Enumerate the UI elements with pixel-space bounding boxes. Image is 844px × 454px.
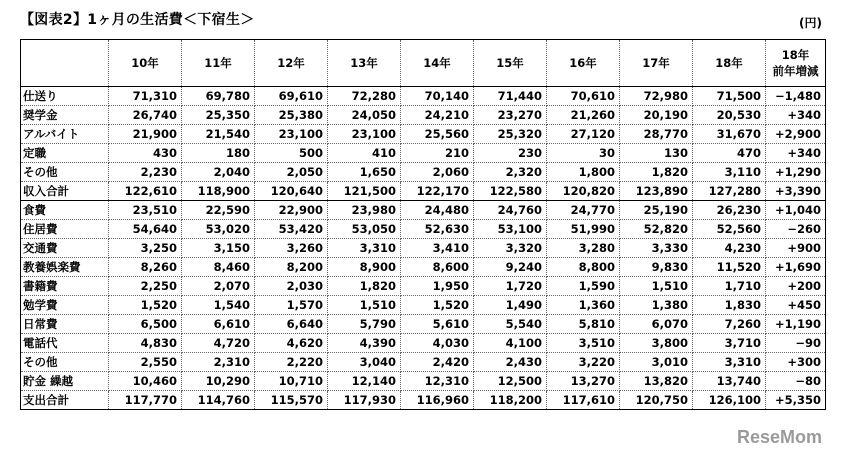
- header-year-cell: 10年: [109, 40, 182, 87]
- table-row: [21, 163, 826, 182]
- value-cell: 52,630: [401, 220, 474, 239]
- value-cell: 70,610: [547, 87, 620, 106]
- value-cell: 117,770: [109, 391, 182, 410]
- row-label: 勉学費: [21, 296, 109, 315]
- value-cell: 31,670: [693, 125, 766, 144]
- value-cell: 118,900: [182, 182, 255, 201]
- value-cell: 1,710: [693, 277, 766, 296]
- watermark-logo: ReseMom: [736, 427, 822, 447]
- table-row: [21, 239, 826, 258]
- value-cell: 1,650: [328, 163, 401, 182]
- value-cell: 3,330: [620, 239, 693, 258]
- value-cell: 115,570: [255, 391, 328, 410]
- header-blank-cell: [21, 40, 109, 87]
- value-cell: 3,310: [693, 353, 766, 372]
- value-cell: 4,390: [328, 334, 401, 353]
- value-cell: 1,820: [620, 163, 693, 182]
- value-cell: 12,310: [401, 372, 474, 391]
- value-cell: 3,150: [182, 239, 255, 258]
- value-cell: 6,500: [109, 315, 182, 334]
- value-cell: 5,610: [401, 315, 474, 334]
- header-diff-line1: 18年: [781, 48, 810, 62]
- value-cell: 8,900: [328, 258, 401, 277]
- diff-cell: +900: [766, 239, 826, 258]
- value-cell: 1,520: [401, 296, 474, 315]
- value-cell: 1,570: [255, 296, 328, 315]
- row-label: アルバイト: [21, 125, 109, 144]
- value-cell: 1,950: [401, 277, 474, 296]
- value-cell: 1,360: [547, 296, 620, 315]
- value-cell: 3,410: [401, 239, 474, 258]
- value-cell: 3,010: [620, 353, 693, 372]
- value-cell: 123,890: [620, 182, 693, 201]
- diff-cell: +340: [766, 144, 826, 163]
- value-cell: 3,800: [620, 334, 693, 353]
- value-cell: 30: [547, 144, 620, 163]
- row-label: 支出合計: [21, 391, 109, 410]
- value-cell: 2,430: [474, 353, 547, 372]
- value-cell: 22,590: [182, 201, 255, 220]
- value-cell: 2,250: [109, 277, 182, 296]
- value-cell: 4,720: [182, 334, 255, 353]
- value-cell: 2,420: [401, 353, 474, 372]
- value-cell: 8,800: [547, 258, 620, 277]
- value-cell: 6,070: [620, 315, 693, 334]
- table-row: [21, 106, 826, 125]
- value-cell: 28,770: [620, 125, 693, 144]
- value-cell: 1,800: [547, 163, 620, 182]
- value-cell: 4,830: [109, 334, 182, 353]
- row-label: 書籍費: [21, 277, 109, 296]
- value-cell: 6,640: [255, 315, 328, 334]
- value-cell: 3,220: [547, 353, 620, 372]
- header-diff-line2: 前年増減: [772, 64, 819, 78]
- table-row: [21, 201, 826, 220]
- value-cell: 8,260: [109, 258, 182, 277]
- value-cell: 23,510: [109, 201, 182, 220]
- value-cell: 1,510: [328, 296, 401, 315]
- header-diff-cell: [766, 40, 826, 87]
- value-cell: 26,740: [109, 106, 182, 125]
- value-cell: 23,100: [328, 125, 401, 144]
- header-year-cell: 13年: [328, 40, 401, 87]
- value-cell: 53,050: [328, 220, 401, 239]
- value-cell: 1,520: [109, 296, 182, 315]
- row-label: 教養娯楽費: [21, 258, 109, 277]
- row-label: 交通費: [21, 239, 109, 258]
- diff-cell: −90: [766, 334, 826, 353]
- value-cell: 122,170: [401, 182, 474, 201]
- diff-cell: −1,480: [766, 87, 826, 106]
- value-cell: 13,270: [547, 372, 620, 391]
- value-cell: 10,710: [255, 372, 328, 391]
- table-row: [21, 353, 826, 372]
- value-cell: 4,030: [401, 334, 474, 353]
- value-cell: 116,960: [401, 391, 474, 410]
- value-cell: 23,100: [255, 125, 328, 144]
- value-cell: 21,260: [547, 106, 620, 125]
- value-cell: 10,290: [182, 372, 255, 391]
- diff-cell: +1,190: [766, 315, 826, 334]
- row-label: その他: [21, 163, 109, 182]
- value-cell: 6,610: [182, 315, 255, 334]
- diff-cell: +1,290: [766, 163, 826, 182]
- value-cell: 52,560: [693, 220, 766, 239]
- value-cell: 9,830: [620, 258, 693, 277]
- row-label: 日常費: [21, 315, 109, 334]
- header-year-cell: 14年: [401, 40, 474, 87]
- table-row: [21, 182, 826, 201]
- value-cell: 2,320: [474, 163, 547, 182]
- value-cell: 5,790: [328, 315, 401, 334]
- value-cell: 120,820: [547, 182, 620, 201]
- row-label: 奨学金: [21, 106, 109, 125]
- value-cell: 11,520: [693, 258, 766, 277]
- value-cell: 72,980: [620, 87, 693, 106]
- value-cell: 20,190: [620, 106, 693, 125]
- value-cell: 122,610: [109, 182, 182, 201]
- table-row: [21, 334, 826, 353]
- row-label: 定職: [21, 144, 109, 163]
- value-cell: 9,240: [474, 258, 547, 277]
- value-cell: 24,050: [328, 106, 401, 125]
- diff-cell: −80: [766, 372, 826, 391]
- row-label: 食費: [21, 201, 109, 220]
- diff-cell: +1,690: [766, 258, 826, 277]
- value-cell: 72,280: [328, 87, 401, 106]
- value-cell: 121,500: [328, 182, 401, 201]
- value-cell: 2,070: [182, 277, 255, 296]
- value-cell: 25,320: [474, 125, 547, 144]
- diff-cell: +2,900: [766, 125, 826, 144]
- value-cell: 25,380: [255, 106, 328, 125]
- table-row: [21, 144, 826, 163]
- value-cell: 22,900: [255, 201, 328, 220]
- value-cell: 1,830: [693, 296, 766, 315]
- value-cell: 71,440: [474, 87, 547, 106]
- table-row: [21, 258, 826, 277]
- diff-cell: +3,390: [766, 182, 826, 201]
- value-cell: 3,710: [693, 334, 766, 353]
- table-row: [21, 277, 826, 296]
- value-cell: 24,480: [401, 201, 474, 220]
- value-cell: 1,820: [328, 277, 401, 296]
- diff-cell: +300: [766, 353, 826, 372]
- table-row: [21, 220, 826, 239]
- value-cell: 12,500: [474, 372, 547, 391]
- value-cell: 3,510: [547, 334, 620, 353]
- value-cell: 2,230: [109, 163, 182, 182]
- table-row: [21, 296, 826, 315]
- table-row: [21, 125, 826, 144]
- value-cell: 69,780: [182, 87, 255, 106]
- table-row: [21, 372, 826, 391]
- value-cell: 118,200: [474, 391, 547, 410]
- value-cell: 21,900: [109, 125, 182, 144]
- value-cell: 210: [401, 144, 474, 163]
- value-cell: 1,590: [547, 277, 620, 296]
- value-cell: 2,220: [255, 353, 328, 372]
- header-year-cell: 11年: [182, 40, 255, 87]
- value-cell: 24,210: [401, 106, 474, 125]
- value-cell: 3,260: [255, 239, 328, 258]
- value-cell: 54,640: [109, 220, 182, 239]
- value-cell: 12,140: [328, 372, 401, 391]
- diff-cell: +5,350: [766, 391, 826, 410]
- value-cell: 2,030: [255, 277, 328, 296]
- value-cell: 180: [182, 144, 255, 163]
- value-cell: 117,930: [328, 391, 401, 410]
- value-cell: 71,500: [693, 87, 766, 106]
- table-row: [21, 391, 826, 410]
- value-cell: 70,140: [401, 87, 474, 106]
- value-cell: 69,610: [255, 87, 328, 106]
- value-cell: 5,540: [474, 315, 547, 334]
- value-cell: 500: [255, 144, 328, 163]
- value-cell: 27,120: [547, 125, 620, 144]
- header-year-cell: 15年: [474, 40, 547, 87]
- value-cell: 24,760: [474, 201, 547, 220]
- value-cell: 470: [693, 144, 766, 163]
- value-cell: 430: [109, 144, 182, 163]
- value-cell: 24,770: [547, 201, 620, 220]
- value-cell: 2,040: [182, 163, 255, 182]
- value-cell: 25,350: [182, 106, 255, 125]
- value-cell: 1,510: [620, 277, 693, 296]
- value-cell: 1,380: [620, 296, 693, 315]
- diff-cell: +1,040: [766, 201, 826, 220]
- value-cell: 5,810: [547, 315, 620, 334]
- value-cell: 53,020: [182, 220, 255, 239]
- value-cell: 51,990: [547, 220, 620, 239]
- diff-cell: +340: [766, 106, 826, 125]
- row-label: 貯金 繰越: [21, 372, 109, 391]
- header-year-cell: 12年: [255, 40, 328, 87]
- value-cell: 26,230: [693, 201, 766, 220]
- header-year-cell: 18年: [693, 40, 766, 87]
- header-row: [21, 40, 826, 87]
- value-cell: 1,490: [474, 296, 547, 315]
- value-cell: 4,620: [255, 334, 328, 353]
- value-cell: 1,540: [182, 296, 255, 315]
- value-cell: 10,460: [109, 372, 182, 391]
- value-cell: 25,560: [401, 125, 474, 144]
- value-cell: 13,740: [693, 372, 766, 391]
- value-cell: 3,040: [328, 353, 401, 372]
- diff-cell: +200: [766, 277, 826, 296]
- row-label: 住居費: [21, 220, 109, 239]
- unit-label: (円): [799, 16, 822, 30]
- value-cell: 53,100: [474, 220, 547, 239]
- table-body: [21, 87, 826, 410]
- value-cell: 71,310: [109, 87, 182, 106]
- value-cell: 23,270: [474, 106, 547, 125]
- value-cell: 13,820: [620, 372, 693, 391]
- table-row: [21, 315, 826, 334]
- value-cell: 52,820: [620, 220, 693, 239]
- value-cell: 3,110: [693, 163, 766, 182]
- value-cell: 1,720: [474, 277, 547, 296]
- value-cell: 25,190: [620, 201, 693, 220]
- living-cost-table: [20, 39, 826, 410]
- diff-cell: +450: [766, 296, 826, 315]
- value-cell: 7,260: [693, 315, 766, 334]
- value-cell: 23,980: [328, 201, 401, 220]
- value-cell: 4,230: [693, 239, 766, 258]
- row-label: 仕送り: [21, 87, 109, 106]
- table-row: [21, 87, 826, 106]
- value-cell: 2,550: [109, 353, 182, 372]
- value-cell: 2,050: [255, 163, 328, 182]
- value-cell: 3,280: [547, 239, 620, 258]
- value-cell: 2,060: [401, 163, 474, 182]
- diff-cell: −260: [766, 220, 826, 239]
- value-cell: 122,580: [474, 182, 547, 201]
- header-year-cell: 17年: [620, 40, 693, 87]
- value-cell: 114,760: [182, 391, 255, 410]
- value-cell: 21,540: [182, 125, 255, 144]
- value-cell: 2,310: [182, 353, 255, 372]
- row-label: 収入合計: [21, 182, 109, 201]
- value-cell: 3,320: [474, 239, 547, 258]
- value-cell: 8,600: [401, 258, 474, 277]
- value-cell: 130: [620, 144, 693, 163]
- value-cell: 117,610: [547, 391, 620, 410]
- value-cell: 230: [474, 144, 547, 163]
- value-cell: 8,460: [182, 258, 255, 277]
- row-label: 電話代: [21, 334, 109, 353]
- value-cell: 53,420: [255, 220, 328, 239]
- value-cell: 4,100: [474, 334, 547, 353]
- value-cell: 3,250: [109, 239, 182, 258]
- value-cell: 20,530: [693, 106, 766, 125]
- value-cell: 8,200: [255, 258, 328, 277]
- value-cell: 120,750: [620, 391, 693, 410]
- value-cell: 410: [328, 144, 401, 163]
- value-cell: 120,640: [255, 182, 328, 201]
- value-cell: 3,310: [328, 239, 401, 258]
- value-cell: 127,280: [693, 182, 766, 201]
- row-label: その他: [21, 353, 109, 372]
- table-title: 【図表2】1ヶ月の生活費＜下宿生＞: [20, 12, 255, 28]
- value-cell: 126,100: [693, 391, 766, 410]
- header-year-cell: 16年: [547, 40, 620, 87]
